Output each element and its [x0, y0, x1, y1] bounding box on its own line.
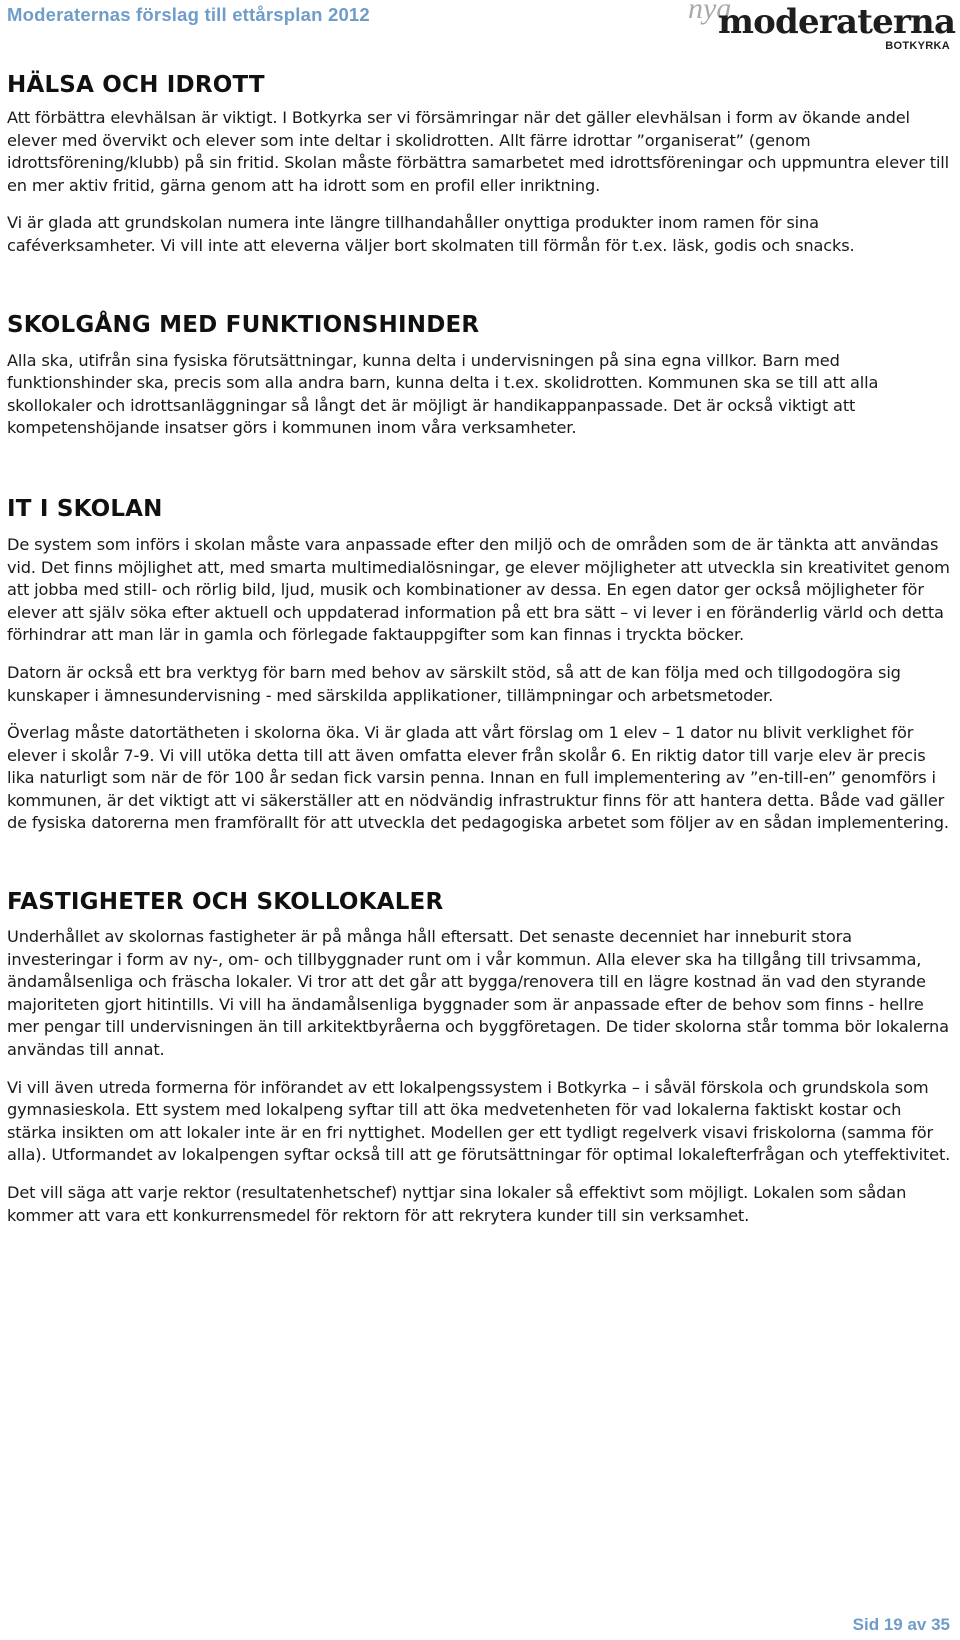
- section-heading: HÄLSA OCH IDROTT: [7, 72, 265, 98]
- section-heading: SKOLGÅNG MED FUNKTIONSHINDER: [7, 311, 480, 338]
- paragraph: Vi vill även utreda formerna för införandet av ett lokalpengssystem i Botkyrka – i såväl förskola och grundskola som gymnasieskola. Ett system med lokalpeng syftar till att öka medvetenheten för vad lokalerna faktiskt kostar och stärka insikten om att lokaler inte är en fri nyttighet. Modellen ger ett tydligt regelverk visavi friskolorna (samma för alla). Utformandet av lokalpengen syftar också till att ge förutsättningar för optimal lokalefterfrågan och yteffektivitet.: [7, 1077, 951, 1165]
- document-title: Moderaternas förslag till ettårsplan 2012: [7, 4, 370, 25]
- paragraph: Det vill säga att varje rektor (resultatenhetschef) nyttjar sina lokaler så effektivt som möjligt. Lokalen som sådan kommer att vara ett konkurrensmedel för rektorn för att rekrytera kunder till sin verksamhet.: [7, 1183, 907, 1225]
- page-number: Sid 19 av 35: [852, 1615, 950, 1634]
- section-fastigheter-och-skollokaler: [7, 887, 953, 1227]
- section-skolgang-med-funktionshinder: [7, 310, 953, 440]
- party-logo: [682, 0, 954, 56]
- document-body: [7, 70, 953, 1227]
- paragraph: Datorn är också ett bra verktyg för barn med behov av särskilt stöd, så att de kan följa med och tillgodogöra sig kunskaper i ämnesundervisning - med särskilda applikationer, tillämpningar och arbetsmetoder.: [7, 662, 901, 705]
- paragraph: Vi är glada att grundskolan numera inte längre tillhandahåller onyttiga produkter inom ramen för sina caféverksamheter. Vi vill inte att eleverna väljer bort skolmaten till förmån för t.ex. läsk, godis och snacks.: [7, 213, 855, 255]
- paragraph: De system som införs i skolan måste vara anpassade efter den miljö och de områden som de är tänkta att användas vid. Det finns möjlighet att, med smarta multimedialösningar, ge elever möjligheter att utveckla sin kreativitet genom att jobba med still- och rörlig bild, ljud, musik och kombinationer av dessa. En egen dator ger också möjligheter för elever att själv söka efter aktuell och uppdaterad information på ett bra sätt – vi lever i en föränderlig värld och detta förhindrar att man lär in gamla och förlegade faktauppgifter som kan finnas i tryckta böcker.: [7, 534, 950, 645]
- paragraph: Underhållet av skolornas fastigheter är på många håll eftersatt. Det senaste decenniet har inneburit stora investeringar i form av ny-, om- och tillbyggnader runt om i vår kommun. Alla elever ska ha tillgång till trivsamma, ändamålsenliga och fräscha lokaler. Vi tror att det går att bygga/renovera till en lägre kostnad än vad den styrande majoriteten gjort hitintills. Vi vill ha ändamålsenliga byggnader som är anpassade efter de behov som finns - hellre mer pengar till undervisningen än till arkitektbyråerna och byggföretagen. De tider skolorna står tomma bör lokalerna användas till annat.: [7, 927, 949, 1060]
- section-heading: IT I SKOLAN: [7, 495, 163, 522]
- section-heading: FASTIGHETER OCH SKOLLOKALER: [7, 889, 444, 916]
- logo-prefix: nya: [688, 0, 732, 25]
- paragraph: Alla ska, utifrån sina fysiska förutsättningar, kunna delta i undervisningen på sina egna villkor. Barn med funktionshinder ska, precis som alla andra barn, kunna delta i t.ex. skolidrotten. Kommunen ska se till att alla skollokaler och idrottsanläggningar så långt det är möjligt är handikappanpassade. Det är också viktigt att kompetenshöjande insatser görs i kommunen inom våra verksamheter.: [7, 350, 879, 438]
- section-it-i-skolan: [7, 494, 953, 835]
- logo-sub: BOTKYRKA: [885, 40, 950, 52]
- section-halsa-och-idrott: [7, 70, 953, 258]
- paragraph: Överlag måste datortätheten i skolorna öka. Vi är glada att vårt förslag om 1 elev – 1 dator nu blivit verklighet för elever i skolår 7-9. Vi vill utöka detta till att även omfatta elever från skolår 6. En riktig dator till varje elev är precis lika naturligt som när de för 100 år sedan fick varsin penna. Innan en full implementering av ”en-till-en” genomförs i kommunen, är det viktigt att vi säkerställer att en nödvändig infrastruktur finns för att hantera detta. Både vad gäller de fysiska datorerna men framförallt för att utveckla det pedagogiska arbetet som följer av en sådan implementering.: [7, 723, 949, 833]
- logo-name: moderaterna: [718, 2, 956, 42]
- paragraph: Att förbättra elevhälsan är viktigt. I Botkyrka ser vi försämringar när det gäller elevhälsan i form av ökande andel elever med övervikt och elever som inte deltar i skolidrotten. Allt färre idrottar ”organiserat” (genom idrottsförening/klubb) på sin fritid. Skolan måste förbättra samarbetet med idrottsföreningar och uppmuntra elever till en mer aktiv fritid, gärna genom att ha idrott som en profil eller inriktning.: [7, 108, 950, 195]
